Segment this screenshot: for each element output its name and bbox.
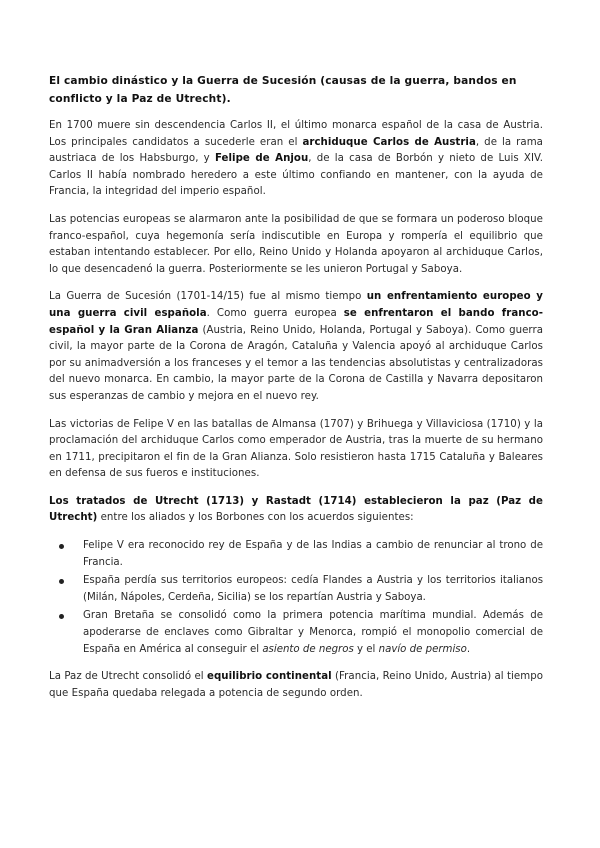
bold-text: archiduque Carlos de Austria (302, 136, 476, 148)
bullet-icon (59, 579, 64, 584)
paragraph-succession-candidates (49, 118, 543, 201)
bold-text: se enfrentaron el bando franco-español y la Gran Alianza (49, 307, 543, 336)
paragraph-conclusion (49, 669, 543, 702)
list-item (83, 608, 543, 658)
text: , de la casa de Borbón y nieto de Luis XIV. Carlos II había nombrado heredero a este último confiando en mantener, con la ayuda de Francia, la integridad del imperio español. (49, 153, 543, 198)
italic-text: asiento de negros (262, 643, 354, 655)
list-item (83, 538, 543, 571)
bullet-icon (59, 544, 64, 549)
agreements-list (49, 538, 543, 658)
document-title: El cambio dinástico y la Guerra de Sucesión (causas de la guerra, bandos en conflicto y la Paz de Utrecht). (49, 75, 517, 105)
paragraph-european-powers: Las potencias europeas se alarmaron ante la posibilidad de que se formara un poderoso bloque franco-español, cuya hegemonía sería indiscutible en Europa y rompería el equilibrio que estaban intentando establecer. Por ello, Reino Unido y Holanda apoyaron al archiduque Carlos, lo que desencadenó la guerra. Posteriormente se les unieron Portugal y Saboya. (49, 213, 543, 275)
text: . (466, 643, 471, 655)
text: En 1700 muere sin descendencia Carlos II, el último monarca español de la casa de Austria. Los principales candidatos a sucederle eran el (49, 120, 543, 148)
document-page (49, 72, 543, 713)
text: La Guerra de Sucesión (1701-14/15) fue al mismo tiempo (49, 291, 367, 303)
italic-text: navío de permiso (378, 643, 467, 655)
paragraph-treaties (49, 494, 543, 527)
paragraph-victories: Las victorias de Felipe V en las batallas de Almansa (1707) y Brihuega y Villaviciosa (1710) y la proclamación del archiduque Carlos como emperador de Austria, tras la muerte de su hermano en 1711, precipitaron el fin de la Gran Alianza. Solo resistieron hasta 1715 Cataluña y Baleares en defensa de sus fueros e instituciones. (49, 418, 543, 480)
text: , de la rama austriaca de los Habsburgo, y (49, 136, 543, 165)
text: Gran Bretaña se consolidó como la primera potencia marítima mundial. Además de apoderarse de enclaves como Gibraltar y Menorca, rompió el monopolio comercial de España en América al conseguir el (83, 610, 543, 655)
text: Felipe V era reconocido rey de España y de las Indias a cambio de renunciar al trono de Francia. (83, 540, 543, 568)
paragraph-war-description (49, 289, 543, 405)
text: (Austria, Reino Unido, Holanda, Portugal y Saboya). Como guerra civil, la mayor parte de la Corona de Aragón, Cataluña y Valencia apoyó al archiduque Carlos por su animadversión a los franceses y el temor a las tendencias absolutistas y centralizadoras del nuevo monarca. En cambio, la mayor parte de la Corona de Castilla y Navarra depositaron sus esperanzas de cambio y mejora en el nuevo rey. (49, 324, 544, 402)
bold-text: Los tratados de Utrecht (1713) y Rastadt (1714) establecieron la paz (Paz de Utrecht) (49, 495, 543, 524)
text: y el (353, 643, 379, 655)
bullet-icon (59, 614, 64, 619)
bold-text: un enfrentamiento europeo y una guerra civil española (49, 291, 543, 319)
text: La Paz de Utrecht consolidó el (49, 671, 207, 683)
text: España perdía sus territorios europeos: cedía Flandes a Austria y los territorios italianos (Milán, Nápoles, Cerdeña, Sicilia) se los repartían Austria y Saboya. (83, 575, 543, 603)
text: entre los aliados y los Borbones con los acuerdos siguientes: (97, 512, 414, 524)
bold-text: equilibrio continental (206, 671, 332, 683)
bold-text: Felipe de Anjou (214, 153, 309, 165)
text: . Como guerra europea (206, 307, 344, 319)
text: (Francia, Reino Unido, Austria) al tiempo que España quedaba relegada a potencia de segundo orden. (49, 671, 543, 699)
list-item (83, 573, 543, 606)
